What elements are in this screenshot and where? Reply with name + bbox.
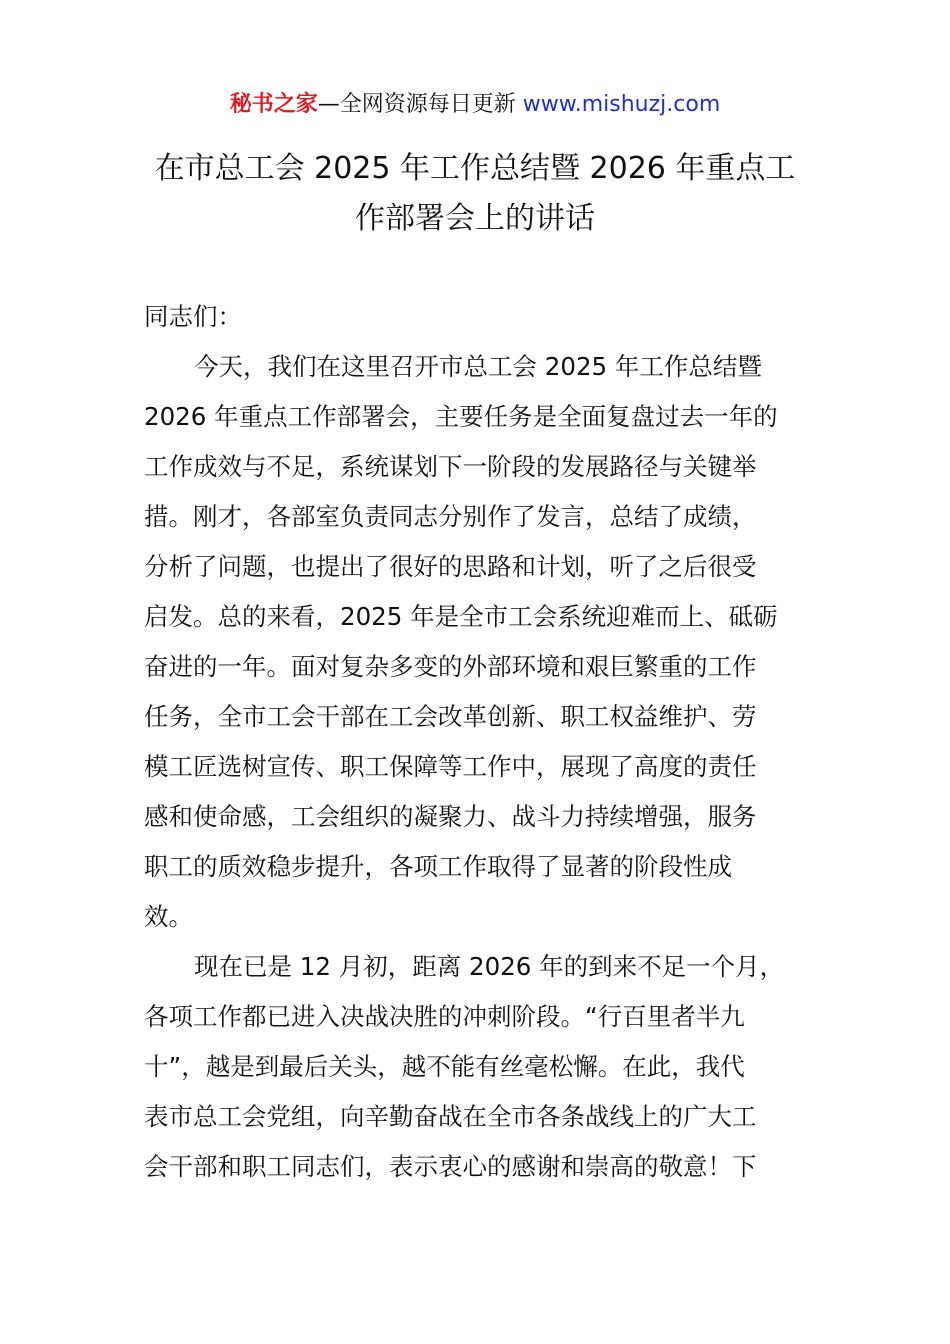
paragraph-line: 十”，越是到最后关头，越不能有丝毫松懈。在此，我代 (144, 1052, 745, 1081)
site-header (0, 88, 950, 122)
paragraph-line: 启发。总的来看，2025 年是全市工会系统迎难而上、砥砺 (144, 602, 778, 631)
paragraph-line: 会干部和职工同志们，表示衷心的感谢和崇高的敬意！下 (144, 1152, 757, 1181)
document-body (144, 292, 810, 1192)
paragraph-line: 任务，全市工会干部在工会改革创新、职工权益维护、劳 (144, 702, 757, 731)
paragraph-line: 奋进的一年。面对复杂多变的外部环境和艰巨繁重的工作 (144, 652, 757, 681)
paragraph-line: 模工匠选树宣传、职工保障等工作中，展现了高度的责任 (144, 752, 757, 781)
brand-name: 秘书之家 (229, 92, 318, 117)
paragraph-line: 各项工作都已进入决战决胜的冲刺阶段。“行百里者半九 (144, 1002, 745, 1031)
document-title (150, 144, 800, 244)
paragraph-line: 工作成效与不足，系统谋划下一阶段的发展路径与关键举 (144, 452, 757, 481)
paragraph-1 (144, 342, 810, 942)
title-line-1: 在市总工会 2025 年工作总结暨 2026 年重点工 (154, 151, 796, 186)
title-line-2: 作部署会上的讲话 (355, 201, 595, 236)
paragraph-line: 今天，我们在这里召开市总工会 2025 年工作总结暨 (194, 352, 762, 381)
paragraph-line: 表市总工会党组，向辛勤奋战在全市各条战线上的广大工 (144, 1102, 757, 1131)
salutation: 同志们： (144, 302, 242, 331)
paragraph-line: 2026 年重点工作部署会，主要任务是全面复盘过去一年的 (144, 402, 778, 431)
paragraph-line: 现在已是 12 月初，距离 2026 年的到来不足一个月， (194, 952, 785, 981)
paragraph-line: 分析了问题，也提出了很好的思路和计划，听了之后很受 (144, 552, 757, 581)
site-url-link[interactable]: www.mishuzj.com (522, 92, 721, 117)
paragraph-line: 效。 (144, 902, 193, 931)
paragraph-line: 职工的质效稳步提升，各项工作取得了显著的阶段性成 (144, 852, 732, 881)
paragraph-line: 措。刚才，各部室负责同志分别作了发言，总结了成绩， (144, 502, 757, 531)
paragraph-2 (144, 942, 810, 1192)
paragraph-line: 感和使命感，工会组织的凝聚力、战斗力持续增强，服务 (144, 802, 757, 831)
header-tagline: —全网资源每日更新 (317, 92, 523, 117)
